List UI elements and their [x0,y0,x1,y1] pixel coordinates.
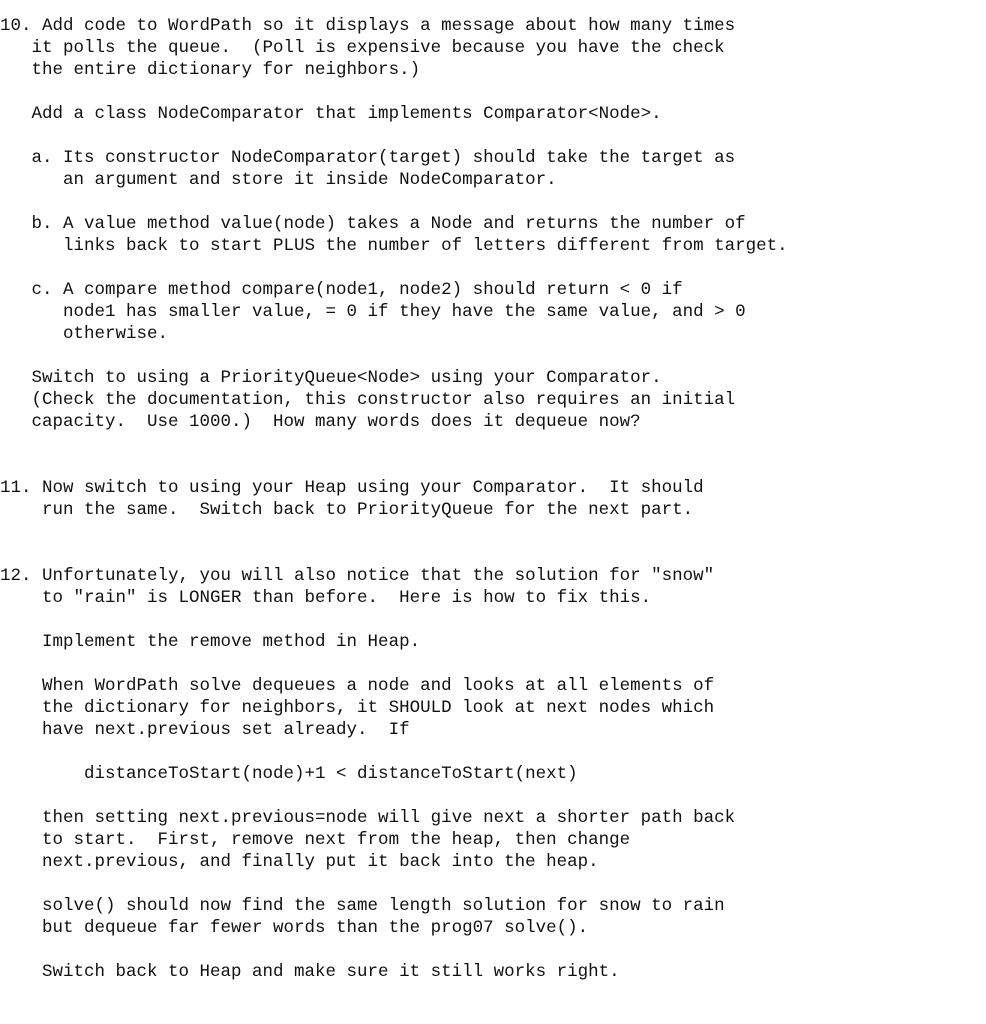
text-line: but dequeue far fewer words than the prog07 solve(). [0,918,589,938]
text-line: Switch to using a PriorityQueue<Node> using your Comparator. [0,368,662,388]
text-line: c. A compare method compare(node1, node2) should return < 0 if [0,280,683,300]
text-line: b. A value method value(node) takes a Node and returns the number of [0,214,746,234]
text-line: it polls the queue. (Poll is expensive because you have the check [0,38,725,58]
text-line: have next.previous set already. If [0,720,410,740]
text-line: (Check the documentation, this constructor also requires an initial [0,390,736,410]
code-line: distanceToStart(node)+1 < distanceToStart(next) [0,764,578,784]
text-line: When WordPath solve dequeues a node and looks at all elements of [0,676,715,696]
text-line: the dictionary for neighbors, it SHOULD look at next nodes which [0,698,715,718]
text-line: Switch back to Heap and make sure it still works right. [0,962,620,982]
text-line: to start. First, remove next from the heap, then change [0,830,631,850]
text-line: run the same. Switch back to PriorityQueue for the next part. [0,500,694,520]
text-line: 11. Now switch to using your Heap using your Comparator. It should [0,478,704,498]
text-line: next.previous, and finally put it back into the heap. [0,852,599,872]
text-line: to "rain" is LONGER than before. Here is how to fix this. [0,588,652,608]
text-line: Add a class NodeComparator that implements Comparator<Node>. [0,104,662,124]
text-line: then setting next.previous=node will give next a shorter path back [0,808,736,828]
text-line: an argument and store it inside NodeComparator. [0,170,557,190]
text-line: links back to start PLUS the number of letters different from target. [0,236,788,256]
text-line: 12. Unfortunately, you will also notice that the solution for "snow" [0,566,715,586]
text-line: otherwise. [0,324,169,344]
text-line: solve() should now find the same length solution for snow to rain [0,896,725,916]
text-line: node1 has smaller value, = 0 if they have the same value, and > 0 [0,302,746,322]
text-line: capacity. Use 1000.) How many words does it dequeue now? [0,412,641,432]
text-line: 10. Add code to WordPath so it displays a message about how many times [0,16,736,36]
text-line: Implement the remove method in Heap. [0,632,421,652]
text-line: the entire dictionary for neighbors.) [0,60,421,80]
text-line: a. Its constructor NodeComparator(target) should take the target as [0,148,736,168]
